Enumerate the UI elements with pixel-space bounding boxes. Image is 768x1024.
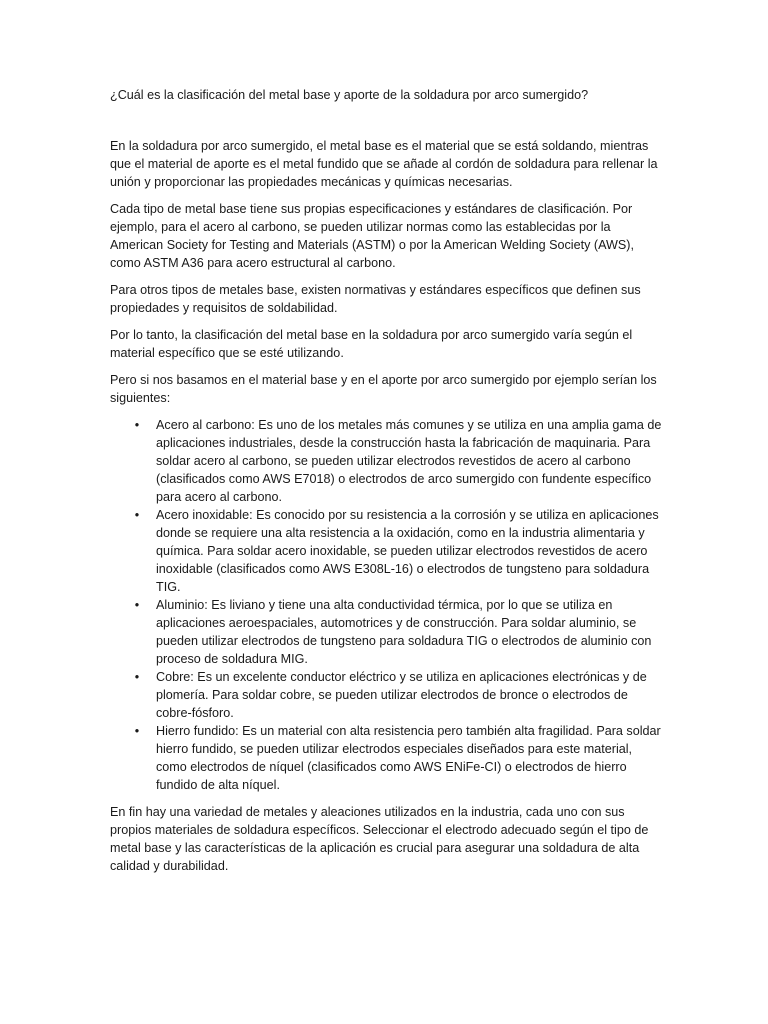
list-item — [110, 668, 662, 722]
list-item — [110, 596, 662, 668]
paragraph-examples-intro: Pero si nos basamos en el material base y en el aporte por arco sumergido por ejemplo serían los siguientes: — [110, 373, 657, 405]
bullet-icon: • — [134, 670, 140, 684]
bullet-icon: • — [134, 598, 140, 612]
question-heading: ¿Cuál es la clasificación del metal base y aporte de la soldadura por arco sumergido? — [110, 88, 589, 102]
list-item — [110, 506, 662, 596]
list-item-text: Acero al carbono: Es uno de los metales más comunes y se utiliza en una amplia gama de aplicaciones industriales, desde la construcción hasta la fabricación de maquinaria. Para soldar acero al carbono, se pueden utilizar electrodos revestidos de acero al carbono (clasificados como AWS E7018) o electrodos de arco sumergido con fundente específico para acero al carbono. — [156, 418, 662, 504]
paragraph-conclusion: En fin hay una variedad de metales y aleaciones utilizados en la industria, cada uno con sus propios materiales de soldadura específicos. Seleccionar el electrodo adecuado según el tipo de metal base y las características de la aplicación es crucial para asegurar una soldadura de alta calidad y durabilidad. — [110, 805, 649, 873]
document-page — [110, 86, 662, 884]
bullet-icon: • — [134, 508, 140, 522]
list-item-text: Acero inoxidable: Es conocido por su resistencia a la corrosión y se utiliza en aplicaciones donde se requiere una alta resistencia a la oxidación, como en la industria alimentaria y química. Para soldar acero inoxidable, se pueden utilizar electrodos revestidos de acero inoxidable (clasificados como AWS E308L-16) o electrodos de tungsteno para soldadura TIG. — [156, 508, 659, 594]
paragraph-summary: Por lo tanto, la clasificación del metal base en la soldadura por arco sumergido varía según el material específico que se esté utilizando. — [110, 328, 633, 360]
metal-list — [110, 416, 662, 794]
bullet-icon: • — [134, 418, 140, 432]
list-item-text: Cobre: Es un excelente conductor eléctrico y se utiliza en aplicaciones electrónicas y de plomería. Para soldar cobre, se pueden utilizar electrodos de bronce o electrodos de cobre-fósforo. — [156, 670, 647, 720]
paragraph-classification: Cada tipo de metal base tiene sus propias especificaciones y estándares de clasificación. Por ejemplo, para el acero al carbono, se pueden utilizar normas como las establecidas por la American Society for Testing and Materials (ASTM) o por la American Welding Society (AWS), como ASTM A36 para acero estructural al carbono. — [110, 202, 634, 270]
list-item-text: Hierro fundido: Es un material con alta resistencia pero también alta fragilidad. Para soldar hierro fundido, se pueden utilizar electrodos especiales diseñados para este material, como electrodos de níquel (clasificados como AWS ENiFe-CI) o electrodos de hierro fundido de alta níquel. — [156, 724, 661, 792]
list-item — [110, 416, 662, 506]
list-item-text: Aluminio: Es liviano y tiene una alta conductividad térmica, por lo que se utiliza en aplicaciones aeroespaciales, automotrices y de construcción. Para soldar aluminio, se pueden utilizar electrodos de tungsteno para soldadura TIG o electrodos de aluminio con proceso de soldadura MIG. — [156, 598, 652, 666]
bullet-icon: • — [134, 724, 140, 738]
list-item — [110, 722, 662, 794]
paragraph-intro: En la soldadura por arco sumergido, el metal base es el material que se está soldando, mientras que el material de aporte es el metal fundido que se añade al cordón de soldadura para rellenar la unión y proporcionar las propiedades mecánicas y químicas necesarias. — [110, 139, 658, 189]
paragraph-other-metals: Para otros tipos de metales base, existen normativas y estándares específicos que definen sus propiedades y requisitos de soldabilidad. — [110, 283, 641, 315]
